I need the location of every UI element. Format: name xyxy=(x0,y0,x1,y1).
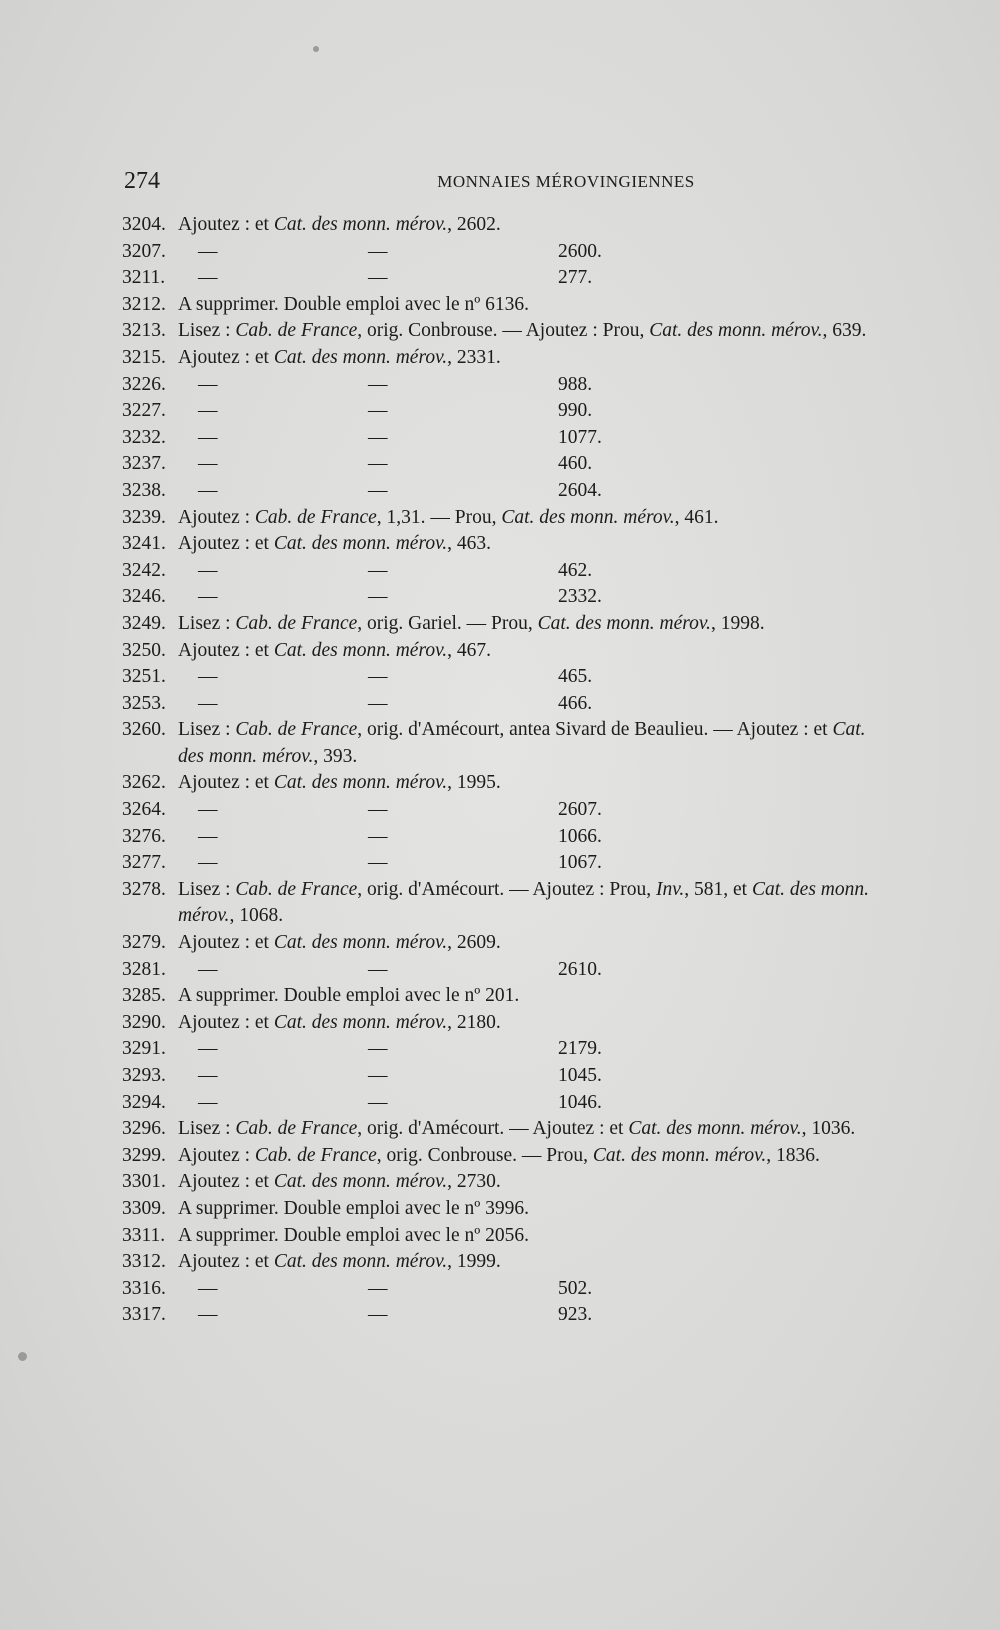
ditto-dash: — xyxy=(198,1277,218,1299)
entry-text xyxy=(178,398,887,425)
errata-entry xyxy=(122,1249,887,1276)
entry-number: 3296. xyxy=(122,1118,166,1140)
entry-number: 3294. xyxy=(122,1091,166,1113)
errata-entry xyxy=(122,478,887,505)
entry-text: Lisez : Cab. de France, orig. d'Amécourt. — Ajoutez : et Cat. des monn. mérov., 1036. xyxy=(178,1118,856,1140)
ditto-dash: — xyxy=(198,852,218,874)
ditto-dash: — xyxy=(198,586,218,608)
errata-entry xyxy=(122,425,887,452)
entry-text xyxy=(178,425,887,452)
entry-text: Ajoutez : et Cat. des monn. mérov., 2180. xyxy=(178,1011,501,1033)
entry-text xyxy=(178,1302,887,1329)
ditto-dash: — xyxy=(368,666,388,688)
ditto-dash: — xyxy=(368,825,388,847)
entry-text: Lisez : Cab. de France, orig. d'Amécourt. — Ajoutez : Prou, Inv., 581, et Cat. des monn. mérov., 1068. xyxy=(178,878,869,927)
entry-number: 3277. xyxy=(122,852,166,874)
entry-value: 462. xyxy=(558,559,593,581)
entry-number: 3215. xyxy=(122,346,166,368)
ditto-dash: — xyxy=(368,852,388,874)
errata-entry xyxy=(122,1276,887,1303)
entry-number: 3278. xyxy=(122,878,166,900)
entry-number: 3237. xyxy=(122,453,166,475)
errata-entry xyxy=(122,265,887,292)
entry-text xyxy=(178,850,887,877)
errata-entry xyxy=(122,1169,887,1196)
paper-speck xyxy=(313,46,319,52)
entry-value: 465. xyxy=(558,666,593,688)
entry-number: 3312. xyxy=(122,1251,166,1273)
ditto-dash: — xyxy=(368,400,388,422)
errata-list xyxy=(122,212,887,1329)
entry-text: Ajoutez : et Cat. des monn. mérov., 2331. xyxy=(178,346,501,368)
entry-number: 3260. xyxy=(122,719,166,741)
errata-entry xyxy=(122,638,887,665)
errata-entry xyxy=(122,850,887,877)
ditto-dash: — xyxy=(198,426,218,448)
errata-entry xyxy=(122,691,887,718)
entry-number: 3264. xyxy=(122,799,166,821)
ditto-dash: — xyxy=(198,1038,218,1060)
errata-entry xyxy=(122,1090,887,1117)
entry-number: 3309. xyxy=(122,1197,166,1219)
entry-number: 3211. xyxy=(122,267,166,289)
entry-text xyxy=(178,691,887,718)
entry-value: 1067. xyxy=(558,852,602,874)
errata-entry xyxy=(122,1063,887,1090)
entry-text xyxy=(178,1090,887,1117)
ditto-dash: — xyxy=(368,240,388,262)
entry-text: Lisez : Cab. de France, orig. Conbrouse. — Ajoutez : Prou, Cat. des monn. mérov., 639. xyxy=(178,320,867,342)
entry-text xyxy=(178,1276,887,1303)
entry-text: A supprimer. Double emploi avec le nº 3996. xyxy=(178,1197,530,1219)
errata-entry xyxy=(122,345,887,372)
errata-entry xyxy=(122,797,887,824)
ditto-dash: — xyxy=(198,958,218,980)
errata-entry xyxy=(122,239,887,266)
ditto-dash: — xyxy=(368,453,388,475)
entry-value: 502. xyxy=(558,1277,593,1299)
entry-text: A supprimer. Double emploi avec le nº 201. xyxy=(178,985,520,1007)
entry-text: Lisez : Cab. de France, orig. Gariel. — Prou, Cat. des monn. mérov., 1998. xyxy=(178,612,765,634)
errata-entry xyxy=(122,1223,887,1250)
entry-value: 990. xyxy=(558,400,593,422)
entry-number: 3238. xyxy=(122,479,166,501)
ditto-dash: — xyxy=(198,240,218,262)
errata-entry xyxy=(122,318,887,345)
entry-number: 3213. xyxy=(122,320,166,342)
entry-number: 3262. xyxy=(122,772,166,794)
entry-text: Ajoutez : Cab. de France, 1,31. — Prou, Cat. des monn. mérov., 461. xyxy=(178,506,719,528)
entry-value: 460. xyxy=(558,453,593,475)
entry-number: 3301. xyxy=(122,1171,166,1193)
entry-text xyxy=(178,372,887,399)
entry-text xyxy=(178,478,887,505)
entry-text: A supprimer. Double emploi avec le nº 2056. xyxy=(178,1224,530,1246)
ditto-dash: — xyxy=(198,825,218,847)
entry-text xyxy=(178,558,887,585)
errata-entry xyxy=(122,611,887,638)
errata-entry xyxy=(122,584,887,611)
ditto-dash: — xyxy=(198,479,218,501)
ditto-dash: — xyxy=(368,692,388,714)
entry-number: 3317. xyxy=(122,1304,166,1326)
errata-entry xyxy=(122,983,887,1010)
entry-number: 3249. xyxy=(122,612,166,634)
errata-entry xyxy=(122,505,887,532)
ditto-dash: — xyxy=(368,559,388,581)
ditto-dash: — xyxy=(368,1038,388,1060)
entry-text xyxy=(178,584,887,611)
errata-entry xyxy=(122,212,887,239)
ditto-dash: — xyxy=(368,373,388,395)
entry-text: Ajoutez : et Cat. des monn. mérov., 1999. xyxy=(178,1251,501,1273)
entry-text xyxy=(178,239,887,266)
entry-value: 1046. xyxy=(558,1091,602,1113)
errata-entry xyxy=(122,1036,887,1063)
ditto-dash: — xyxy=(368,267,388,289)
entry-number: 3241. xyxy=(122,533,166,555)
ditto-dash: — xyxy=(368,1277,388,1299)
entry-number: 3276. xyxy=(122,825,166,847)
entry-number: 3291. xyxy=(122,1038,166,1060)
ditto-dash: — xyxy=(198,400,218,422)
ditto-dash: — xyxy=(368,479,388,501)
ditto-dash: — xyxy=(198,453,218,475)
entry-text: Ajoutez : et Cat. des monn. mérov., 2609. xyxy=(178,932,501,954)
ditto-dash: — xyxy=(368,426,388,448)
ditto-dash: — xyxy=(368,1304,388,1326)
errata-entry xyxy=(122,558,887,585)
entry-number: 3250. xyxy=(122,639,166,661)
entry-text: Ajoutez : et Cat. des monn. mérov., 1995. xyxy=(178,772,501,794)
entry-number: 3242. xyxy=(122,559,166,581)
entry-text: A supprimer. Double emploi avec le nº 6136. xyxy=(178,293,530,315)
errata-entry xyxy=(122,1116,887,1143)
entry-text xyxy=(178,957,887,984)
errata-entry xyxy=(122,1302,887,1329)
entry-text: Ajoutez : et Cat. des monn. mérov., 463. xyxy=(178,533,492,555)
entry-number: 3311. xyxy=(122,1224,166,1246)
entry-number: 3281. xyxy=(122,958,166,980)
ditto-dash: — xyxy=(198,799,218,821)
entry-number: 3227. xyxy=(122,400,166,422)
entry-value: 277. xyxy=(558,267,593,289)
errata-entry xyxy=(122,398,887,425)
errata-entry xyxy=(122,717,887,770)
entry-number: 3253. xyxy=(122,692,166,714)
ditto-dash: — xyxy=(198,373,218,395)
errata-entry xyxy=(122,824,887,851)
entry-text xyxy=(178,797,887,824)
entry-number: 3293. xyxy=(122,1065,166,1086)
entry-value: 2179. xyxy=(558,1038,602,1060)
errata-entry xyxy=(122,770,887,797)
errata-entry xyxy=(122,957,887,984)
entry-number: 3251. xyxy=(122,666,166,688)
entry-number: 3246. xyxy=(122,586,166,608)
errata-entry xyxy=(122,531,887,558)
entry-number: 3299. xyxy=(122,1144,166,1166)
entry-number: 3204. xyxy=(122,214,166,235)
entry-value: 923. xyxy=(558,1304,593,1326)
entry-text: Ajoutez : et Cat. des monn. mérov., 2730. xyxy=(178,1171,501,1193)
page-header xyxy=(124,168,888,198)
errata-entry xyxy=(122,451,887,478)
entry-value: 2604. xyxy=(558,479,602,501)
entry-value: 466. xyxy=(558,692,593,714)
entry-value: 2610. xyxy=(558,958,602,980)
entry-text: Ajoutez : Cab. de France, orig. Conbrouse. — Prou, Cat. des monn. mérov., 1836. xyxy=(178,1144,820,1166)
errata-entry xyxy=(122,1196,887,1223)
entry-text xyxy=(178,664,887,691)
entry-value: 2607. xyxy=(558,799,602,821)
entry-text xyxy=(178,451,887,478)
entry-number: 3226. xyxy=(122,373,166,395)
ditto-dash: — xyxy=(198,267,218,289)
errata-entry xyxy=(122,877,887,930)
entry-number: 3279. xyxy=(122,932,166,954)
ditto-dash: — xyxy=(368,958,388,980)
ditto-dash: — xyxy=(198,1304,218,1326)
errata-entry xyxy=(122,372,887,399)
entry-value: 1066. xyxy=(558,825,602,847)
page-number: 274 xyxy=(124,168,160,194)
entry-value: 2600. xyxy=(558,240,602,262)
entry-number: 3207. xyxy=(122,240,166,262)
paper-speck xyxy=(18,1352,27,1361)
ditto-dash: — xyxy=(368,1091,388,1113)
entry-value: 2332. xyxy=(558,586,602,608)
entry-number: 3290. xyxy=(122,1011,166,1033)
errata-entry xyxy=(122,292,887,319)
entry-text: Lisez : Cab. de France, orig. d'Amécourt, antea Sivard de Beaulieu. — Ajoutez : et Cat. des monn. mérov., 393. xyxy=(178,719,866,767)
ditto-dash: — xyxy=(198,666,218,688)
running-title: MONNAIES MÉROVINGIENNES xyxy=(437,172,695,191)
entry-number: 3212. xyxy=(122,293,166,315)
entry-number: 3285. xyxy=(122,985,166,1007)
ditto-dash: — xyxy=(198,692,218,714)
entry-number: 3316. xyxy=(122,1277,166,1299)
ditto-dash: — xyxy=(368,799,388,821)
ditto-dash: — xyxy=(198,1091,218,1113)
entry-value: 988. xyxy=(558,373,593,395)
entry-value: 1045. xyxy=(558,1065,602,1086)
errata-entry xyxy=(122,664,887,691)
ditto-dash: — xyxy=(368,1065,388,1086)
entry-text xyxy=(178,1063,887,1090)
ditto-dash: — xyxy=(198,1065,218,1086)
entry-text xyxy=(178,824,887,851)
entry-text xyxy=(178,265,887,292)
errata-entry xyxy=(122,1143,887,1170)
errata-entry xyxy=(122,1010,887,1037)
entry-number: 3239. xyxy=(122,506,166,528)
entry-text: Ajoutez : et Cat. des monn. mérov., 2602. xyxy=(178,214,501,235)
entry-text: Ajoutez : et Cat. des monn. mérov., 467. xyxy=(178,639,492,661)
ditto-dash: — xyxy=(368,586,388,608)
entry-value: 1077. xyxy=(558,426,602,448)
errata-entry xyxy=(122,930,887,957)
ditto-dash: — xyxy=(198,559,218,581)
entry-text xyxy=(178,1036,887,1063)
entry-number: 3232. xyxy=(122,426,166,448)
